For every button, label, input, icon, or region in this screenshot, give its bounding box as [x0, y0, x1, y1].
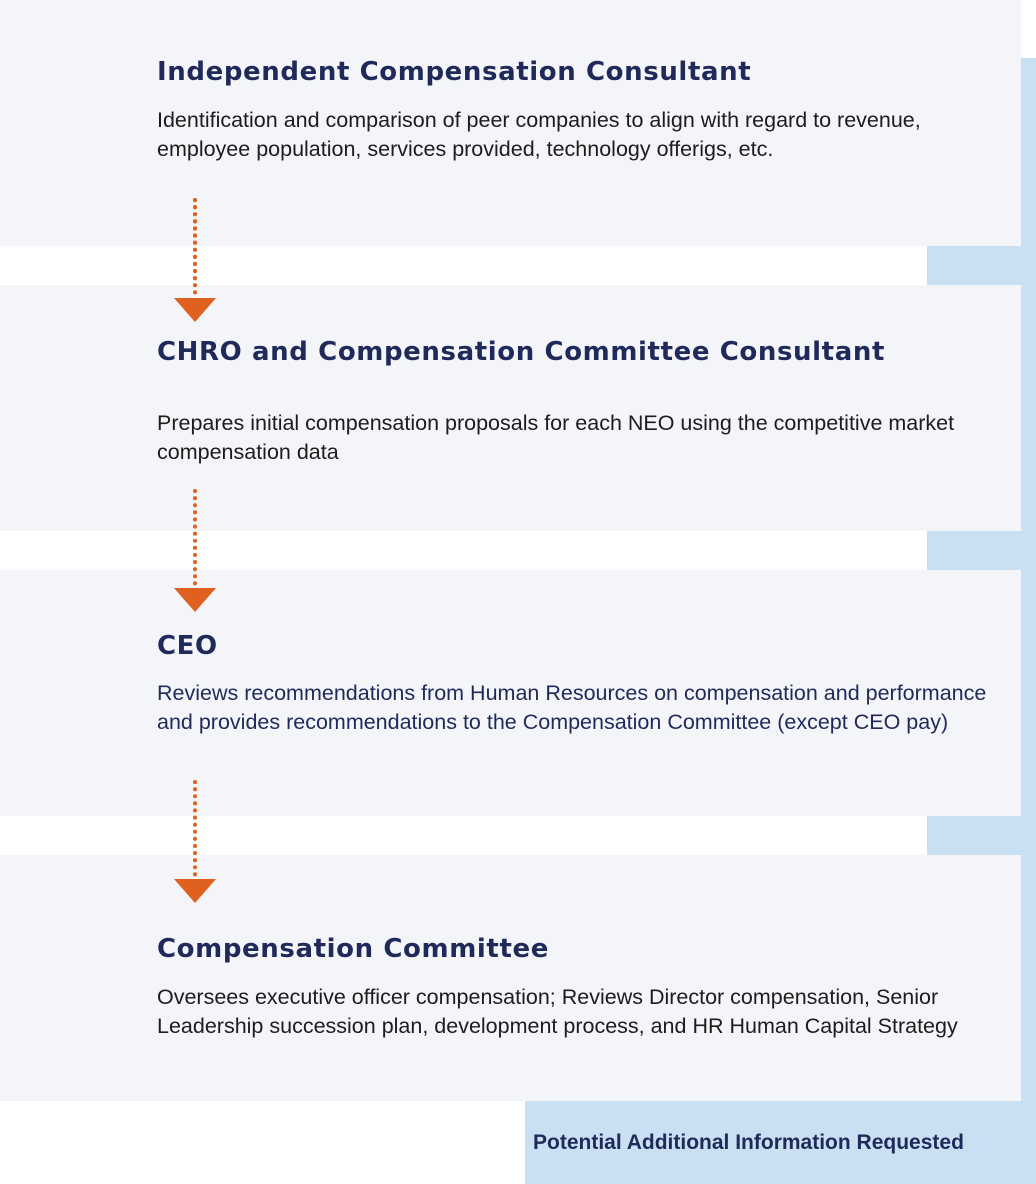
- feedback-label: Potential Additional Information Requested: [533, 1131, 964, 1154]
- step-title: CEO: [157, 631, 218, 661]
- dotted-down-arrow-icon: [174, 196, 216, 324]
- dotted-down-arrow-icon: [174, 487, 216, 615]
- step-description: Oversees executive officer compensation; Reviews Director compensation, Senior Leadership succession plan, development process, and HR Human Capital Strategy: [157, 985, 958, 1038]
- feedback-loop-bar: [1021, 58, 1036, 1184]
- flow-step-ceo: [0, 570, 1021, 816]
- flow-step-independent-consultant: [0, 0, 1021, 246]
- step-title: Independent Compensation Consultant: [157, 57, 752, 87]
- step-description: Reviews recommendations from Human Resources on compensation and performance and provides recommendations to the Compensation Committee (except CEO pay): [157, 681, 987, 734]
- step-description: Identification and comparison of peer companies to align with regard to revenue, employee population, services provided, technology offerigs, etc.: [157, 108, 921, 161]
- dotted-down-arrow-icon: [174, 778, 216, 906]
- flow-step-compensation-committee: [0, 855, 1021, 1101]
- step-title: Compensation Committee: [157, 934, 549, 964]
- feedback-connector-1: [927, 246, 1036, 285]
- feedback-connector-3: [927, 816, 1036, 855]
- flow-step-chro-consultant: [0, 285, 1021, 531]
- feedback-connector-2: [927, 531, 1036, 570]
- step-description: Prepares initial compensation proposals for each NEO using the competitive market compensation data: [157, 411, 955, 464]
- step-title: CHRO and Compensation Committee Consultant: [157, 337, 885, 367]
